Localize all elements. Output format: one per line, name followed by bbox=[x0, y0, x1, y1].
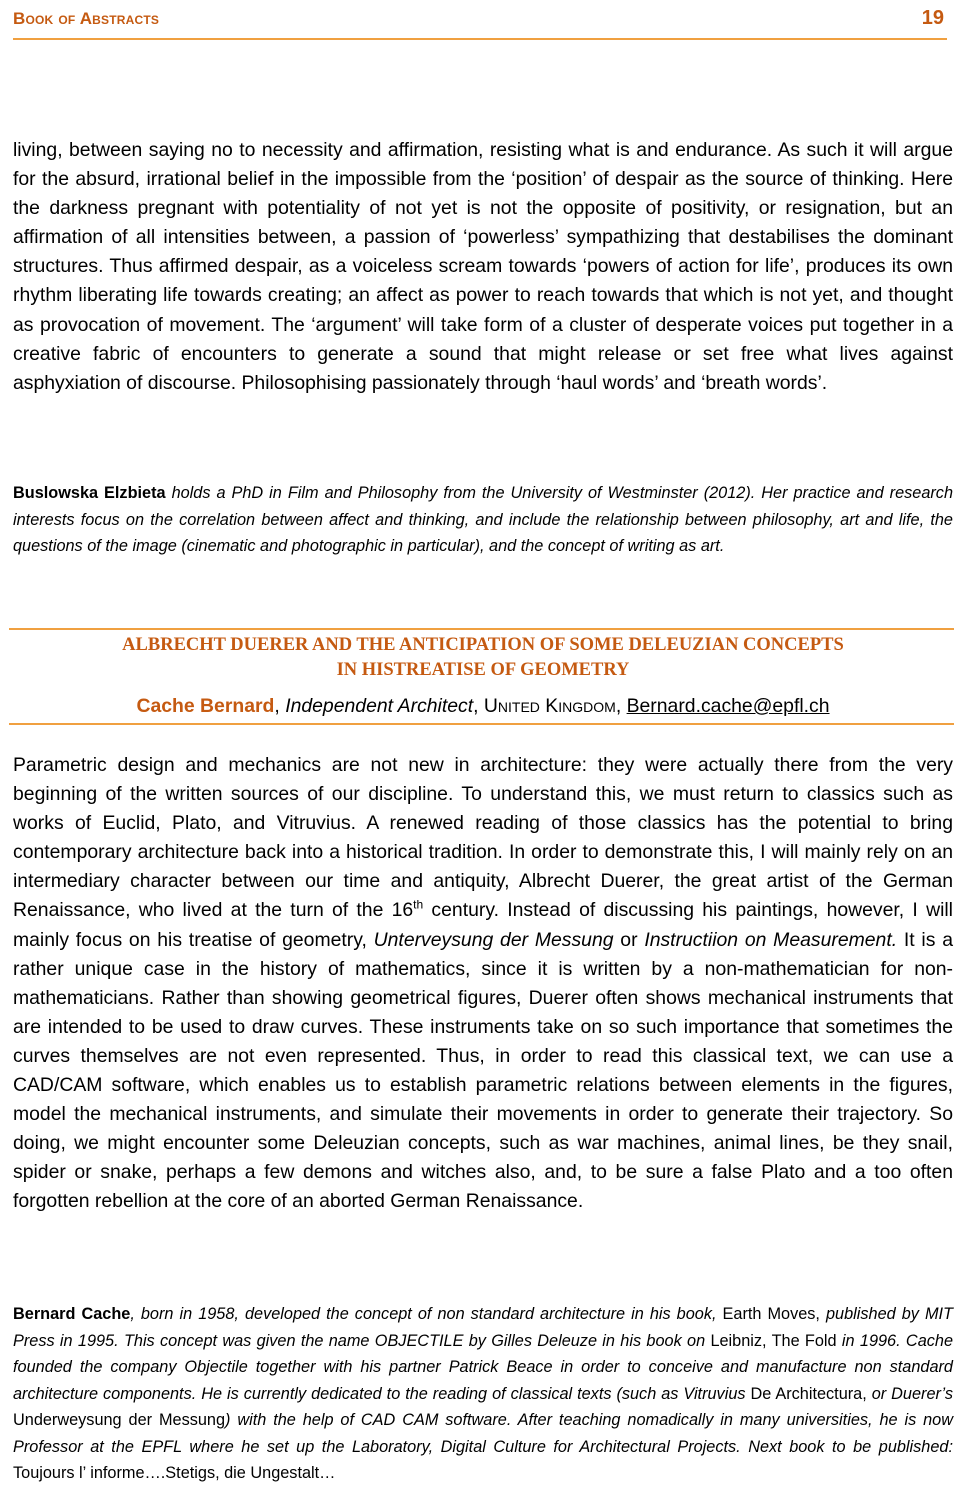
book-earth-moves: Earth Moves, bbox=[722, 1305, 820, 1323]
country-initial-u: U bbox=[483, 695, 498, 717]
country-rest-ingdom: INGDOM bbox=[558, 699, 616, 715]
page-header bbox=[13, 0, 947, 40]
author-separator: , bbox=[274, 695, 286, 717]
country-initial-k: K bbox=[539, 695, 559, 717]
abstract-title bbox=[0, 633, 960, 683]
abstract-body-part-3: It is a rather unique case in the history of mathematics, since it is written by a non-mathematician for non-mathematicians. Rather than showing geometrical figures, Duerer often shows mechanical instruments that are intended to be used to draw curves. These instruments take on so such importance that sometimes the curves themselves are not even represented. Thus, in order to read this classical text, we can use a CAD/CAM software, which enables us to establish parametric relations between elements in the figures, model the mechanical instruments, and simulate their movements in order to generate their trajectory. So doing, we might encounter some Deleuzian concepts, such as war machines, animal lines, be they snail, spider or snake, perhaps a few demons and witches also, and, to be sure a false Plato and a too often forgotten rebellion at the core of an aborted German Renaissance. bbox=[13, 928, 953, 1213]
book-de-architectura: De Architectura, bbox=[750, 1384, 867, 1403]
affiliation-separator: , bbox=[473, 695, 484, 717]
book-the-fold: Leibniz, The Fold bbox=[710, 1331, 837, 1350]
bio2-text-5: ) with the help of CAD CAM software. After teaching nomadically in many universities, he is now Professor at the EPFL where he set up the Laboratory, Digital Culture for Architectural Projects. Next book to be published: bbox=[13, 1411, 953, 1456]
country-separator: , bbox=[615, 695, 627, 717]
bio2-author-name: Bernard Cache bbox=[13, 1305, 131, 1323]
bio2-text-1: , born in 1958, developed the concept of non standard architecture in his book, bbox=[130, 1305, 723, 1323]
book-title-unterveysung: Unterveysung der Messung bbox=[373, 928, 614, 951]
bio-text: holds a PhD in Film and Philosophy from the University of Westminster (2012). Her practice and research interests focus on the correlation between affect and thinking, and include the relationship between philosophy, art and life, the questions of the image (cinematic and photographic in particular), and the concept of writing as art. bbox=[13, 484, 953, 555]
header-rule bbox=[13, 38, 947, 40]
author-email-link[interactable]: Bernard.cache@epfl.ch bbox=[626, 695, 830, 717]
country-rest-nited: NITED bbox=[497, 699, 540, 715]
author-bio-buslowska bbox=[13, 480, 953, 560]
conjunction-or: or bbox=[613, 928, 645, 951]
bio2-text-2: published by MIT Press in 1995. This concept was given the name OBJECTILE by Gilles Deleuze in his book on bbox=[13, 1305, 953, 1350]
abstract-body bbox=[13, 751, 953, 1217]
bio2-text-3: in 1996. Cache founded the company Objectile together with his partner Patrick Beace in order to conceive and manufacture non standard architecture components. He is currently dedicated to the reading of classical texts (such as Vitruvius bbox=[13, 1331, 953, 1403]
section-rule-top bbox=[9, 628, 954, 630]
page-number: 19 bbox=[921, 7, 944, 29]
bio2-text-4: or Duerer’s bbox=[866, 1384, 954, 1403]
author-name: Cache Bernard bbox=[136, 695, 275, 717]
abstract-title-line-1: ALBRECHT DUERER AND THE ANTICIPATION OF SOME DELEUZIAN CONCEPTS bbox=[122, 635, 844, 655]
book-toujours-linforme: Toujours l’ informe….Stetigs, die Ungestalt… bbox=[13, 1464, 336, 1482]
author-affiliation: Independent Architect bbox=[285, 695, 474, 717]
bio-author-name: Buslowska Elzbieta bbox=[13, 484, 166, 502]
book-underweysung: Underweysung der Messung bbox=[13, 1411, 226, 1429]
book-title-instruction: Instructiion on Measurement. bbox=[644, 928, 898, 951]
continued-paragraph: living, between saying no to necessity and affirmation, resisting what is and endurance. As such it will argue for the absurd, irrational belief in the impossible from the ‘position’ of despair as the source of thinking. Here the darkness pregnant with potentiality of not yet is not the opposite of positivity, or resignation, but an affirmation of all intensities between, a passion of ‘powerless’ sympathizing that destabilises the dominant structures. Thus affirmed despair, as a voiceless scream towards ‘powers of action for life’, produces its own rhythm liberating life towards creating; an affect as power to reach towards that which is not yet, and thought as provocation of movement. The ‘argument’ will take form of a cluster of desperate voices put together in a creative fabric of encounters to generate a sound that might release or set free what lives against asphyxiation of discourse. Philosophising passionately through ‘haul words’ and ‘breath words’. bbox=[13, 139, 953, 394]
author-country bbox=[484, 695, 616, 717]
author-line bbox=[0, 693, 960, 720]
abstract-body-part-1: Parametric design and mechanics are not new in architecture: they were actually there from the very beginning of the written sources of our discipline. To understand this, we must return to classics such as works of Euclid, Plato, and Vitruvius. A renewed reading of those classics has the potential to bring contemporary architecture back into a historical tradition. In order to demonstrate this, I will mainly rely on an intermediary character between our time and antiquity, Albrecht Duerer, the great artist of the German Renaissance, who lived at the turn of the 16 bbox=[13, 754, 953, 922]
superscript-th: th bbox=[413, 898, 424, 912]
abstract-body-part-2: century. Instead of discussing his paintings, however, I will mainly focus on his treatise of geometry, bbox=[13, 899, 953, 951]
section-rule-bottom bbox=[9, 723, 954, 725]
author-bio-cache bbox=[13, 1301, 953, 1487]
abstract-title-line-2: IN HISTREATISE OF GEOMETRY bbox=[336, 660, 630, 680]
running-title: Book of Abstracts bbox=[13, 9, 160, 28]
